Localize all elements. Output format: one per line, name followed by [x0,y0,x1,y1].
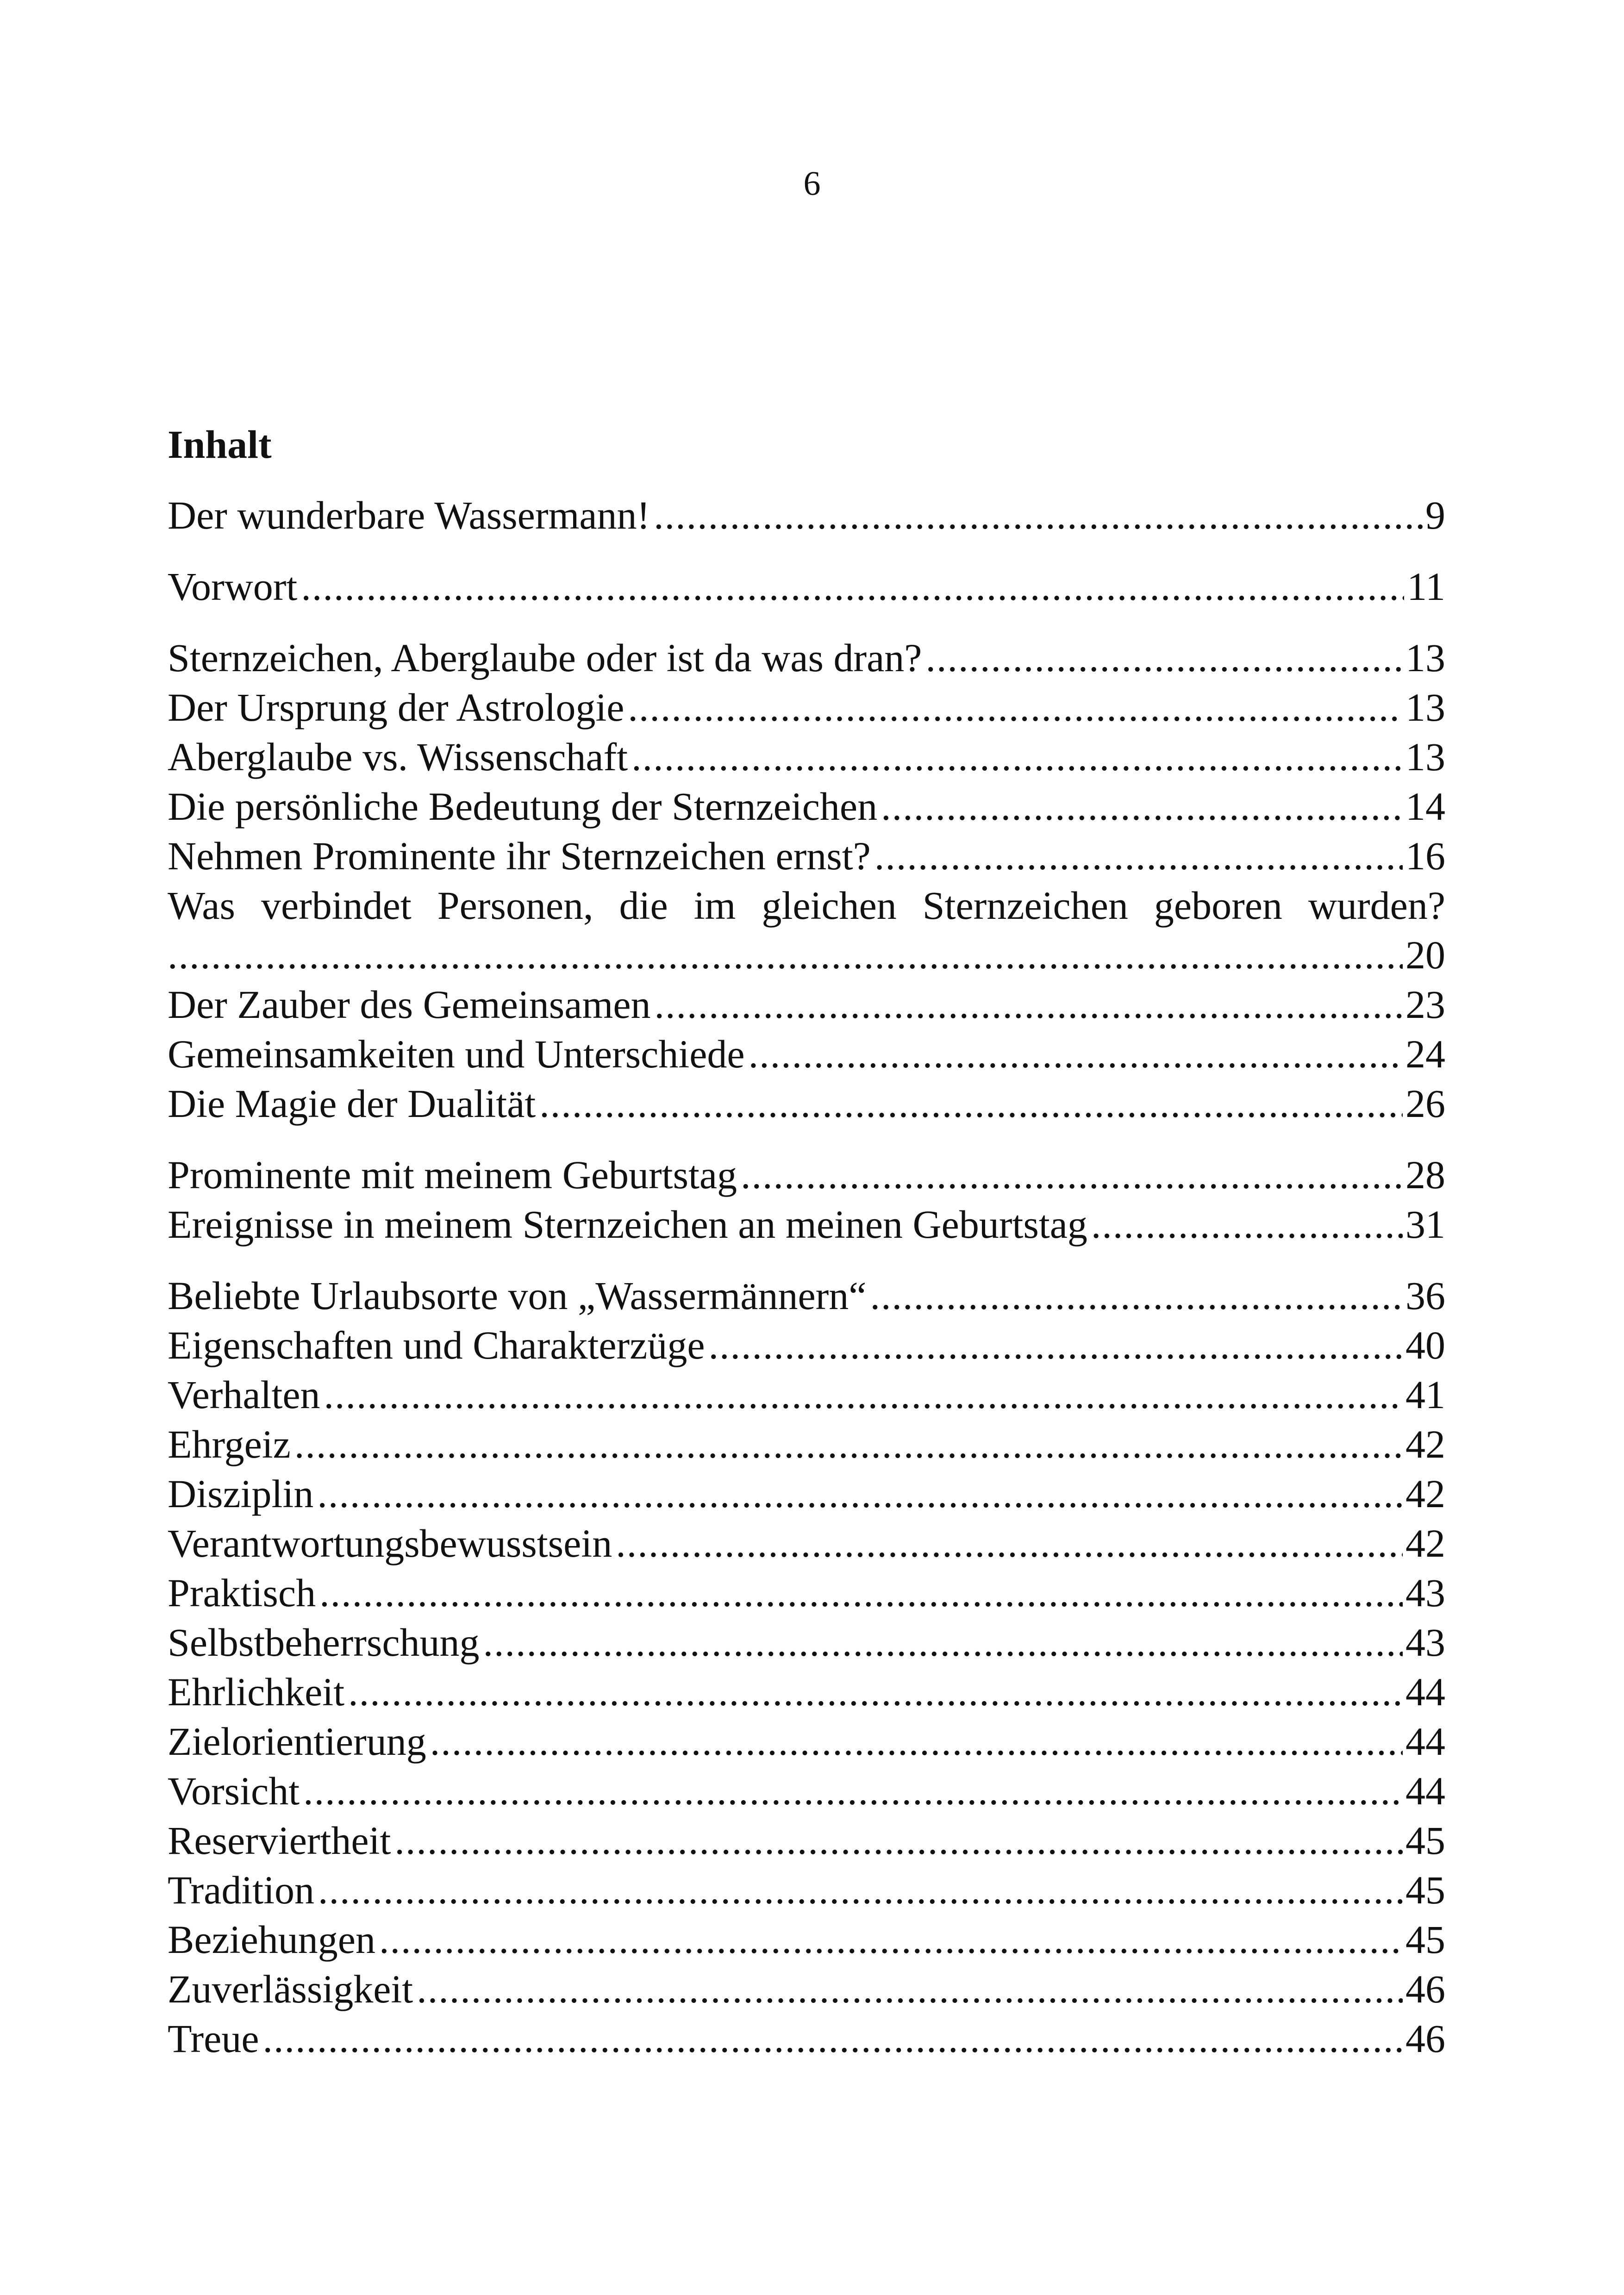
toc-entry [168,1667,1445,1717]
toc-entry-page: 43 [1405,1620,1445,1665]
toc-entry-title-word: im [693,883,736,928]
toc-entry-title: Selbstbeherrschung [168,1620,480,1665]
toc-entry [168,1717,1445,1766]
toc-entry-page: 41 [1405,1372,1445,1417]
page-number: 6 [803,165,821,203]
toc-entry-page: 44 [1405,1719,1445,1764]
toc-dot-leader [348,1667,1403,1717]
toc-dot-leader [631,732,1403,782]
toc-dot-leader [303,1766,1403,1816]
toc-entry-page: 16 [1405,834,1445,878]
toc-entry-title-word: Sternzeichen [922,883,1128,928]
toc-entry-page: 46 [1405,1967,1445,2011]
toc-entry [168,980,1445,1029]
toc-entry-page: 14 [1405,784,1445,829]
toc-entry-title: Die persönliche Bedeutung der Sternzeichen [168,784,878,829]
toc-entry-page: 13 [1405,685,1445,730]
toc-dot-leader [874,831,1403,881]
toc-entry-title-word: geboren [1154,883,1282,928]
toc-entry [168,1200,1445,1249]
toc-entry-title: Der wunderbare Wassermann! [168,493,650,537]
toc-entry-page: 43 [1405,1571,1445,1615]
toc-dot-leader [324,1370,1403,1420]
table-of-contents [168,491,1445,2064]
toc-dot-leader [655,980,1403,1029]
toc-entry-page: 23 [1405,982,1445,1027]
toc-dot-leader [430,1717,1403,1766]
toc-entry [168,1865,1445,1915]
toc-entry-title: Die Magie der Dualität [168,1081,536,1126]
toc-entry-title: Vorwort [168,564,298,609]
toc-dot-leader [483,1618,1403,1667]
toc-dot-leader [317,1469,1403,1519]
toc-dot-leader [319,1568,1403,1618]
toc-dot-leader [1091,1200,1403,1249]
toc-entry-title: Ehrlichkeit [168,1670,345,1714]
toc-entry-page: 44 [1405,1769,1445,1813]
toc-dot-leader [318,1865,1403,1915]
toc-entry-title: Beziehungen [168,1917,375,1962]
toc-entry [168,491,1445,540]
toc-entry [168,1079,1445,1129]
toc-entry-title-word: Personen, [437,883,593,928]
toc-dot-leader [925,633,1403,683]
toc-dot-leader [263,2014,1403,2064]
toc-entry-page: 45 [1405,1818,1445,1863]
toc-entry [168,1816,1445,1865]
toc-entry [168,1964,1445,2014]
toc-entry [168,683,1445,732]
toc-dot-leader [294,1420,1403,1469]
toc-entry-title-word: die [619,883,668,928]
toc-dot-leader [616,1519,1403,1568]
toc-dot-leader [870,1271,1403,1321]
toc-entry [168,782,1445,831]
toc-entry-title: Reserviertheit [168,1818,391,1863]
toc-entry-continuation [168,930,1445,980]
toc-dot-leader [394,1816,1403,1865]
toc-dot-leader [881,782,1403,831]
toc-entry [168,831,1445,881]
toc-entry-page: 46 [1405,2016,1445,2061]
toc-entry [168,881,1445,930]
toc-entry-page: 42 [1405,1521,1445,1565]
toc-dot-leader [741,1150,1403,1200]
toc-entry-title: Treue [168,2016,259,2061]
toc-entry-title: Zuverlässigkeit [168,1967,413,2011]
toc-entry [168,1321,1445,1370]
toc-entry [168,1370,1445,1420]
toc-entry-page: 28 [1405,1153,1445,1197]
toc-entry-title-word: Was [168,883,235,928]
toc-entry [168,633,1445,683]
toc-entry-title-word: wurden? [1308,883,1445,928]
toc-entry-title: Gemeinsamkeiten und Unterschiede [168,1032,745,1076]
toc-entry-title: Verantwortungsbewusstsein [168,1521,612,1565]
toc-entry-page: 9 [1425,493,1445,537]
toc-entry [168,2014,1445,2064]
toc-entry-title: Eigenschaften und Charakterzüge [168,1323,705,1367]
toc-entry [168,562,1445,611]
toc-entry-title: Praktisch [168,1571,316,1615]
toc-entry [168,1915,1445,1964]
toc-entry-page: 45 [1405,1868,1445,1912]
toc-dot-leader [539,1079,1403,1129]
toc-entry-page: 24 [1405,1032,1445,1076]
toc-entry-page: 13 [1405,636,1445,680]
toc-entry-title: Verhalten [168,1372,320,1417]
toc-entry-title: Ereignisse in meinem Sternzeichen an meinen Geburtstag [168,1202,1087,1247]
toc-dot-leader [379,1915,1403,1964]
toc-entry-page: 42 [1405,1472,1445,1516]
toc-dot-leader [301,562,1404,611]
toc-entry-title: Prominente mit meinem Geburtstag [168,1153,737,1197]
toc-entry-page: 20 [1405,933,1445,977]
toc-entry-page: 45 [1405,1917,1445,1962]
toc-entry [168,1618,1445,1667]
toc-entry-title: Zielorientierung [168,1719,426,1764]
toc-entry [168,1519,1445,1568]
toc-entry-page: 40 [1405,1323,1445,1367]
toc-entry-page: 26 [1405,1081,1445,1126]
toc-dot-leader [654,491,1423,540]
toc-entry-title: Der Ursprung der Astrologie [168,685,625,730]
toc-entry [168,1029,1445,1079]
toc-entry [168,1420,1445,1469]
toc-entry [168,732,1445,782]
toc-dot-leader [417,1964,1403,2014]
toc-entry-title: Aberglaube vs. Wissenschaft [168,735,628,779]
toc-entry-title: Der Zauber des Gemeinsamen [168,982,651,1027]
toc-entry-title: Ehrgeiz [168,1422,291,1466]
toc-dot-leader [749,1029,1403,1079]
toc-entry-page: 13 [1405,735,1445,779]
toc-entry-page: 44 [1405,1670,1445,1714]
toc-entry-page: 11 [1407,564,1445,609]
toc-entry-title: Beliebte Urlaubsorte von „Wassermännern“ [168,1273,867,1318]
toc-dot-leader [168,930,1403,980]
toc-entry-page: 36 [1405,1273,1445,1318]
toc-entry-title: Vorsicht [168,1769,300,1813]
toc-entry-title-word: verbindet [261,883,412,928]
toc-entry-title-word: gleichen [762,883,897,928]
toc-entry-title: Disziplin [168,1472,314,1516]
toc-heading: Inhalt [168,422,272,467]
toc-entry [168,1766,1445,1816]
toc-entry-title: Sternzeichen, Aberglaube oder ist da was dran? [168,636,922,680]
toc-entry [168,1271,1445,1321]
toc-dot-leader [709,1321,1403,1370]
toc-entry-title: Tradition [168,1868,314,1912]
toc-entry-page: 31 [1405,1202,1445,1247]
toc-entry-title: Nehmen Prominente ihr Sternzeichen ernst? [168,834,871,878]
toc-entry-page: 42 [1405,1422,1445,1466]
toc-entry [168,1150,1445,1200]
toc-entry [168,1469,1445,1519]
toc-entry [168,1568,1445,1618]
toc-dot-leader [628,683,1403,732]
